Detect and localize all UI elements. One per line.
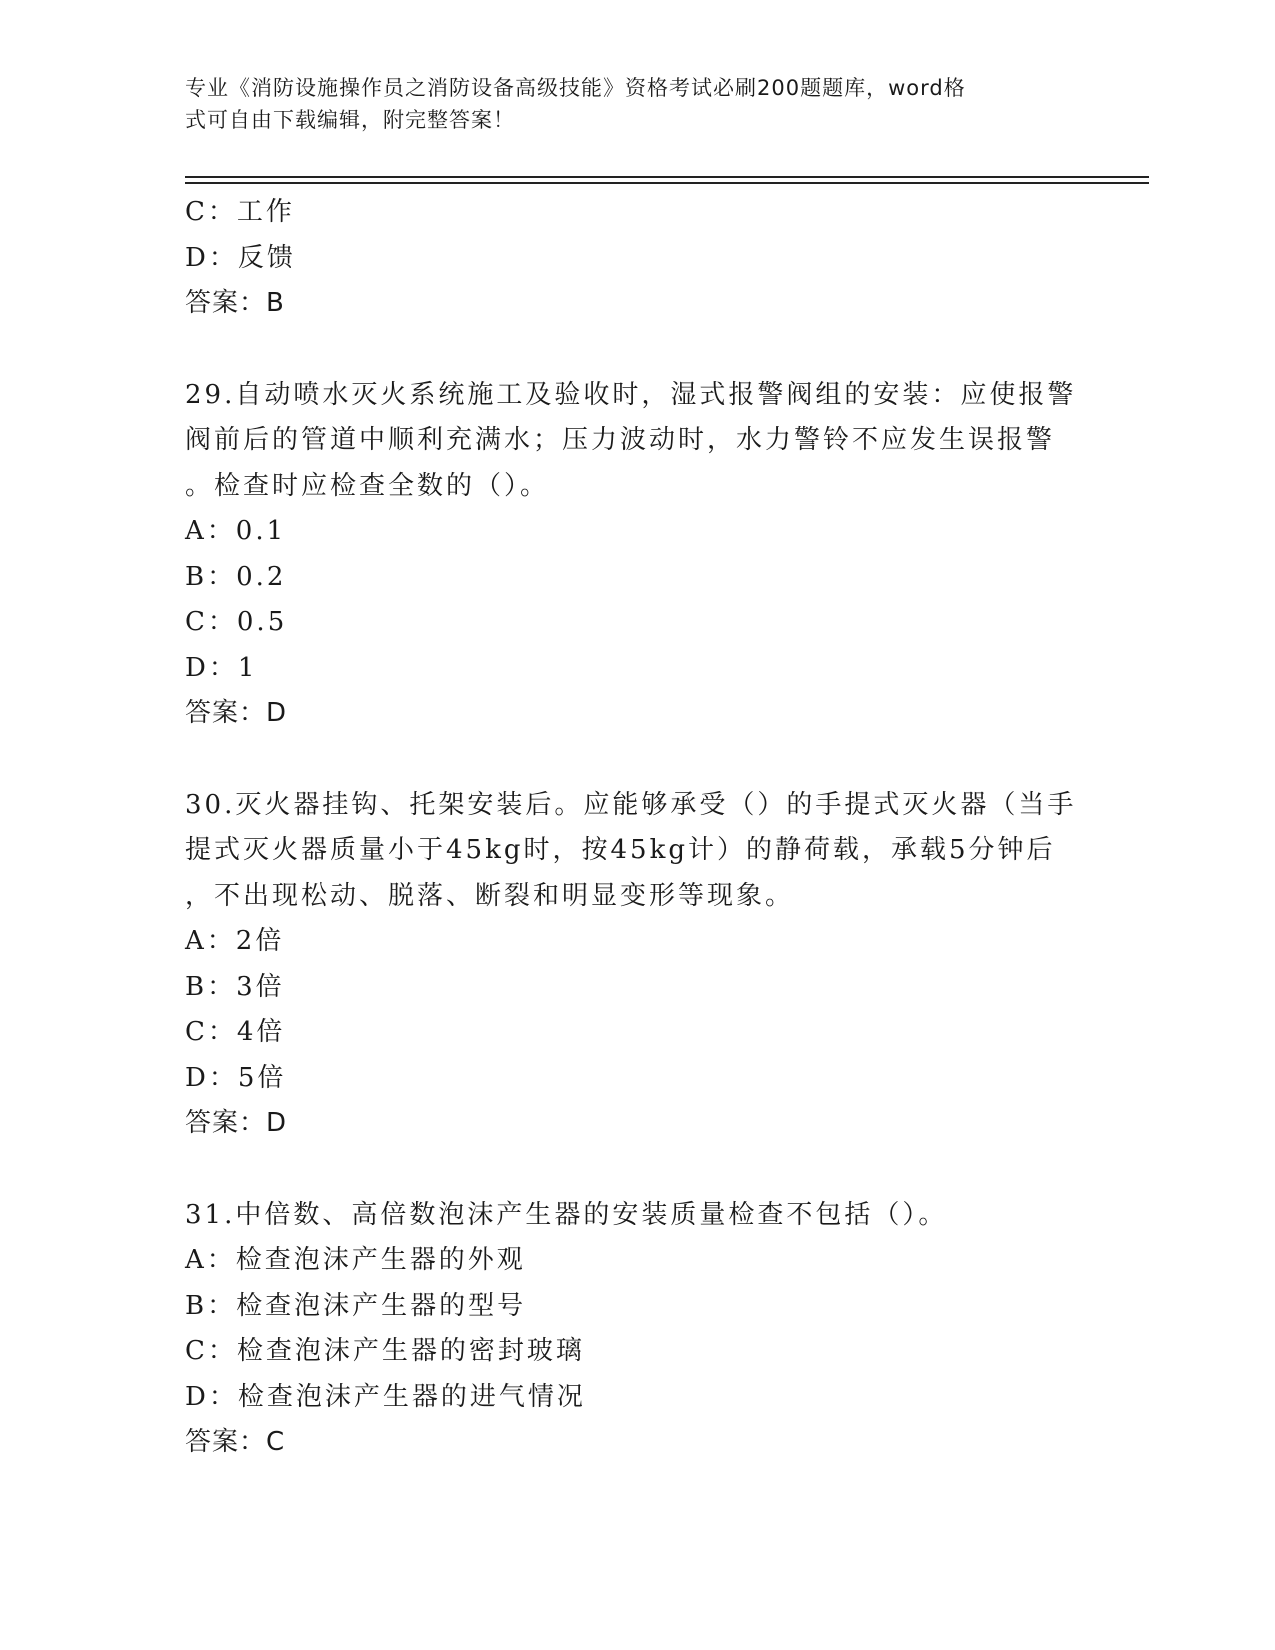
question-stem-line: 29.自动喷水灭火系统施工及验收时，湿式报警阀组的安装：应使报警 [185, 379, 1077, 410]
question-30 [185, 783, 1077, 1147]
option-a: A：检查泡沫产生器的外观 [185, 1245, 526, 1275]
header-divider-bottom [185, 182, 1149, 184]
question-stem-line: 30.灭火器挂钩、托架安装后。应能够承受（）的手提式灭火器（当手 [185, 789, 1077, 820]
answer-line: 答案：D [185, 1108, 288, 1138]
question-stem-line: ，不出现松动、脱落、断裂和明显变形等现象。 [185, 880, 795, 911]
option-d: D：反馈 [185, 242, 296, 273]
header-line-1: 专业《消防设施操作员之消防设备高级技能》资格考试必刷200题题库，word格 [185, 76, 966, 100]
question-29 [185, 373, 1077, 737]
document-header [185, 72, 1065, 136]
question-31 [185, 1193, 1065, 1466]
option-b: B：3倍 [185, 971, 285, 1002]
answer-line: 答案：D [185, 698, 288, 728]
question-list [185, 190, 1077, 1466]
option-b: B：0.2 [185, 561, 287, 592]
option-c: C：0.5 [185, 607, 288, 637]
question-stem-line: 阀前后的管道中顺利充满水；压力波动时，水力警铃不应发生误报警 [185, 425, 1056, 455]
answer-line: 答案：C [185, 1427, 286, 1457]
question-stem-line: 31.中倍数、高倍数泡沫产生器的安装质量检查不包括（）。 [185, 1199, 948, 1230]
header-line-2: 式可自由下载编辑，附完整答案！ [185, 108, 515, 132]
option-d: D：1 [185, 652, 258, 683]
question-gap [185, 1147, 1065, 1193]
option-a: A：2倍 [185, 926, 285, 956]
option-c: C：工作 [185, 197, 295, 227]
option-d: D：检查泡沫产生器的进气情况 [185, 1381, 586, 1412]
question-stem-line: 。检查时应检查全数的（）。 [185, 470, 550, 501]
option-a: A：0.1 [185, 516, 287, 546]
option-c: C：4倍 [185, 1017, 286, 1047]
question-gap [185, 737, 1065, 783]
option-c: C：检查泡沫产生器的密封玻璃 [185, 1336, 585, 1366]
question-gap [185, 327, 1065, 373]
option-b: B：检查泡沫产生器的型号 [185, 1290, 527, 1321]
header-divider-top [185, 176, 1149, 178]
answer-line: 答案：B [185, 288, 285, 318]
question-stem-line: 提式灭火器质量小于45kg时，按45kg计）的静荷载，承载5分钟后 [185, 835, 1056, 865]
option-d: D：5倍 [185, 1062, 287, 1093]
question-28-continued [185, 190, 1065, 327]
